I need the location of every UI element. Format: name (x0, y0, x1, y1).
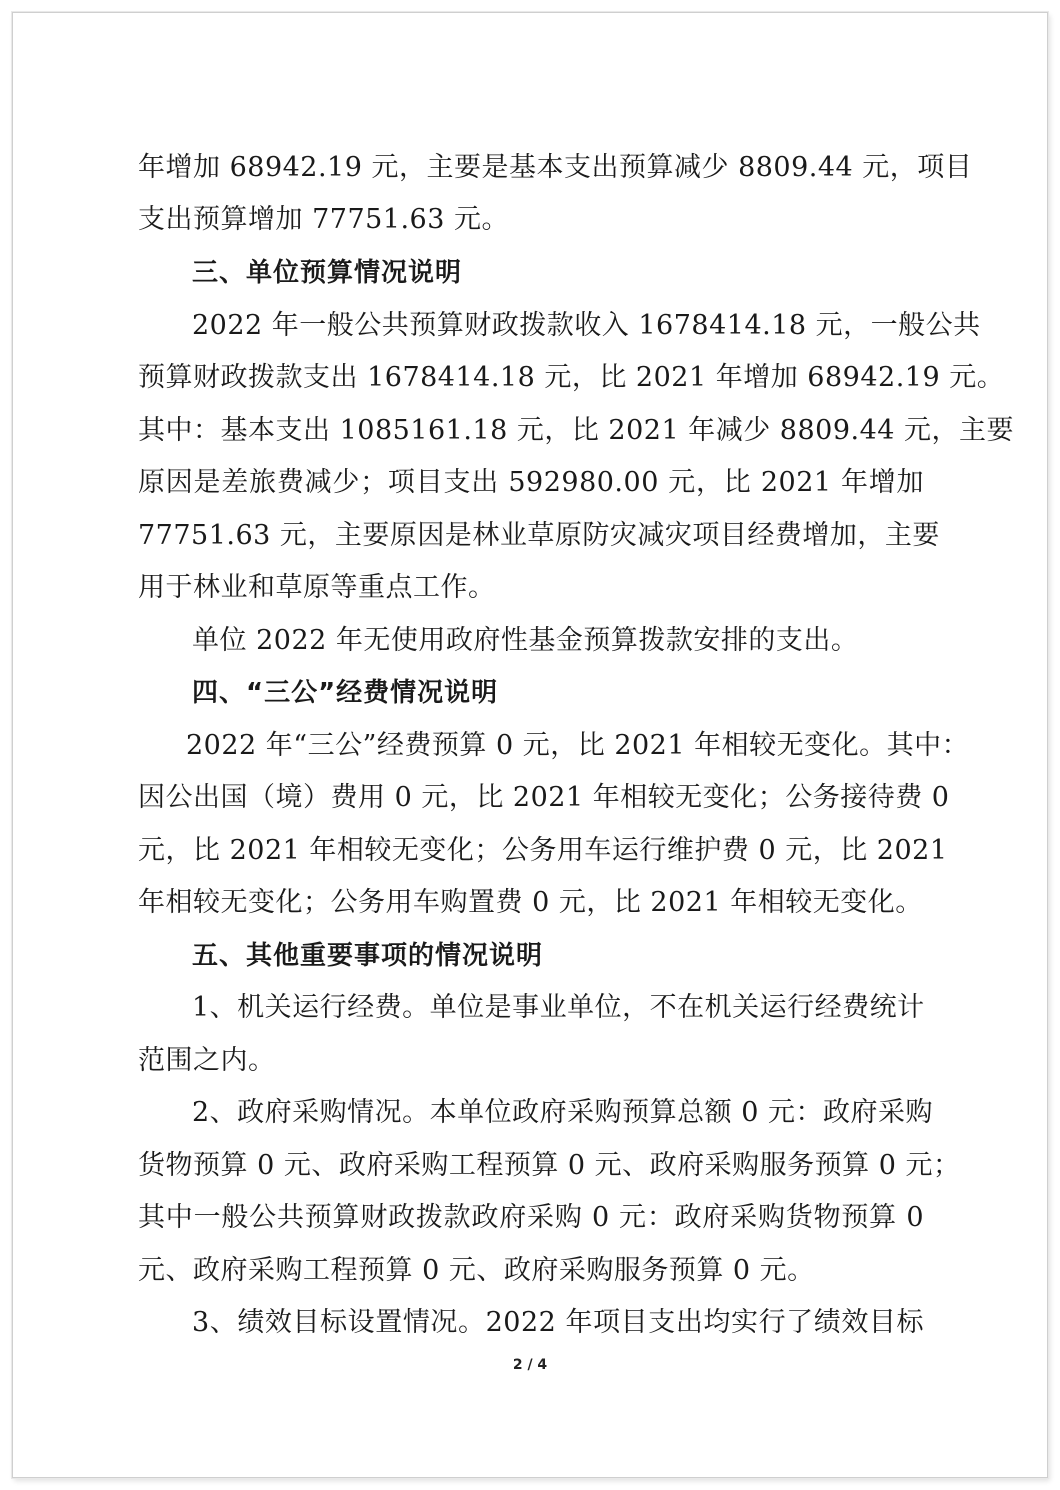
body-text-line: 年相较无变化；公务用车购置费 0 元，比 2021 年相较无变化。 (138, 887, 923, 918)
body-text-line: 3、绩效目标设置情况。2022 年项目支出均实行了绩效目标 (192, 1307, 924, 1338)
section-heading: 三、单位预算情况说明 (192, 258, 463, 288)
body-text-line: 元，比 2021 年相较无变化；公务用车运行维护费 0 元，比 2021 (138, 835, 948, 866)
body-text-line: 其中一般公共预算财政拨款政府采购 0 元：政府采购货物预算 0 (138, 1202, 924, 1233)
section-heading: 四、“三公”经费情况说明 (192, 678, 499, 708)
body-text-line: 2022 年“三公”经费预算 0 元，比 2021 年相较无变化。其中： (186, 730, 970, 761)
page-number: 2 / 4 (512, 1357, 548, 1373)
body-text-line: 因公出国（境）费用 0 元，比 2021 年相较无变化；公务接待费 0 (138, 782, 950, 813)
body-text-line: 原因是差旅费减少；项目支出 592980.00 元，比 2021 年增加 (138, 467, 924, 498)
body-text-line: 范围之内。 (138, 1045, 276, 1076)
body-text-line: 年增加 68942.19 元，主要是基本支出预算减少 8809.44 元，项目 (138, 152, 973, 183)
body-text-line: 预算财政拨款支出 1678414.18 元，比 2021 年增加 68942.19 元。 (138, 362, 1005, 393)
body-text-line: 其中：基本支出 1085161.18 元，比 2021 年减少 8809.44 元，主要 (138, 415, 1015, 446)
body-text-line: 货物预算 0 元、政府采购工程预算 0 元、政府采购服务预算 0 元； (138, 1150, 961, 1181)
body-text-line: 元、政府采购工程预算 0 元、政府采购服务预算 0 元。 (138, 1255, 815, 1286)
body-text-line: 单位 2022 年无使用政府性基金预算拨款安排的支出。 (192, 625, 859, 656)
body-text-line: 支出预算增加 77751.63 元。 (138, 204, 509, 235)
body-text-line: 2、政府采购情况。本单位政府采购预算总额 0 元：政府采购 (192, 1097, 934, 1128)
body-text-line: 用于林业和草原等重点工作。 (138, 572, 496, 603)
body-text-line: 1、机关运行经费。单位是事业单位，不在机关运行经费统计 (192, 992, 925, 1023)
section-heading: 五、其他重要事项的情况说明 (192, 941, 544, 971)
body-text-line: 2022 年一般公共预算财政拨款收入 1678414.18 元，一般公共 (192, 310, 981, 341)
body-text-line: 77751.63 元，主要原因是林业草原防灾减灾项目经费增加，主要 (138, 520, 940, 551)
